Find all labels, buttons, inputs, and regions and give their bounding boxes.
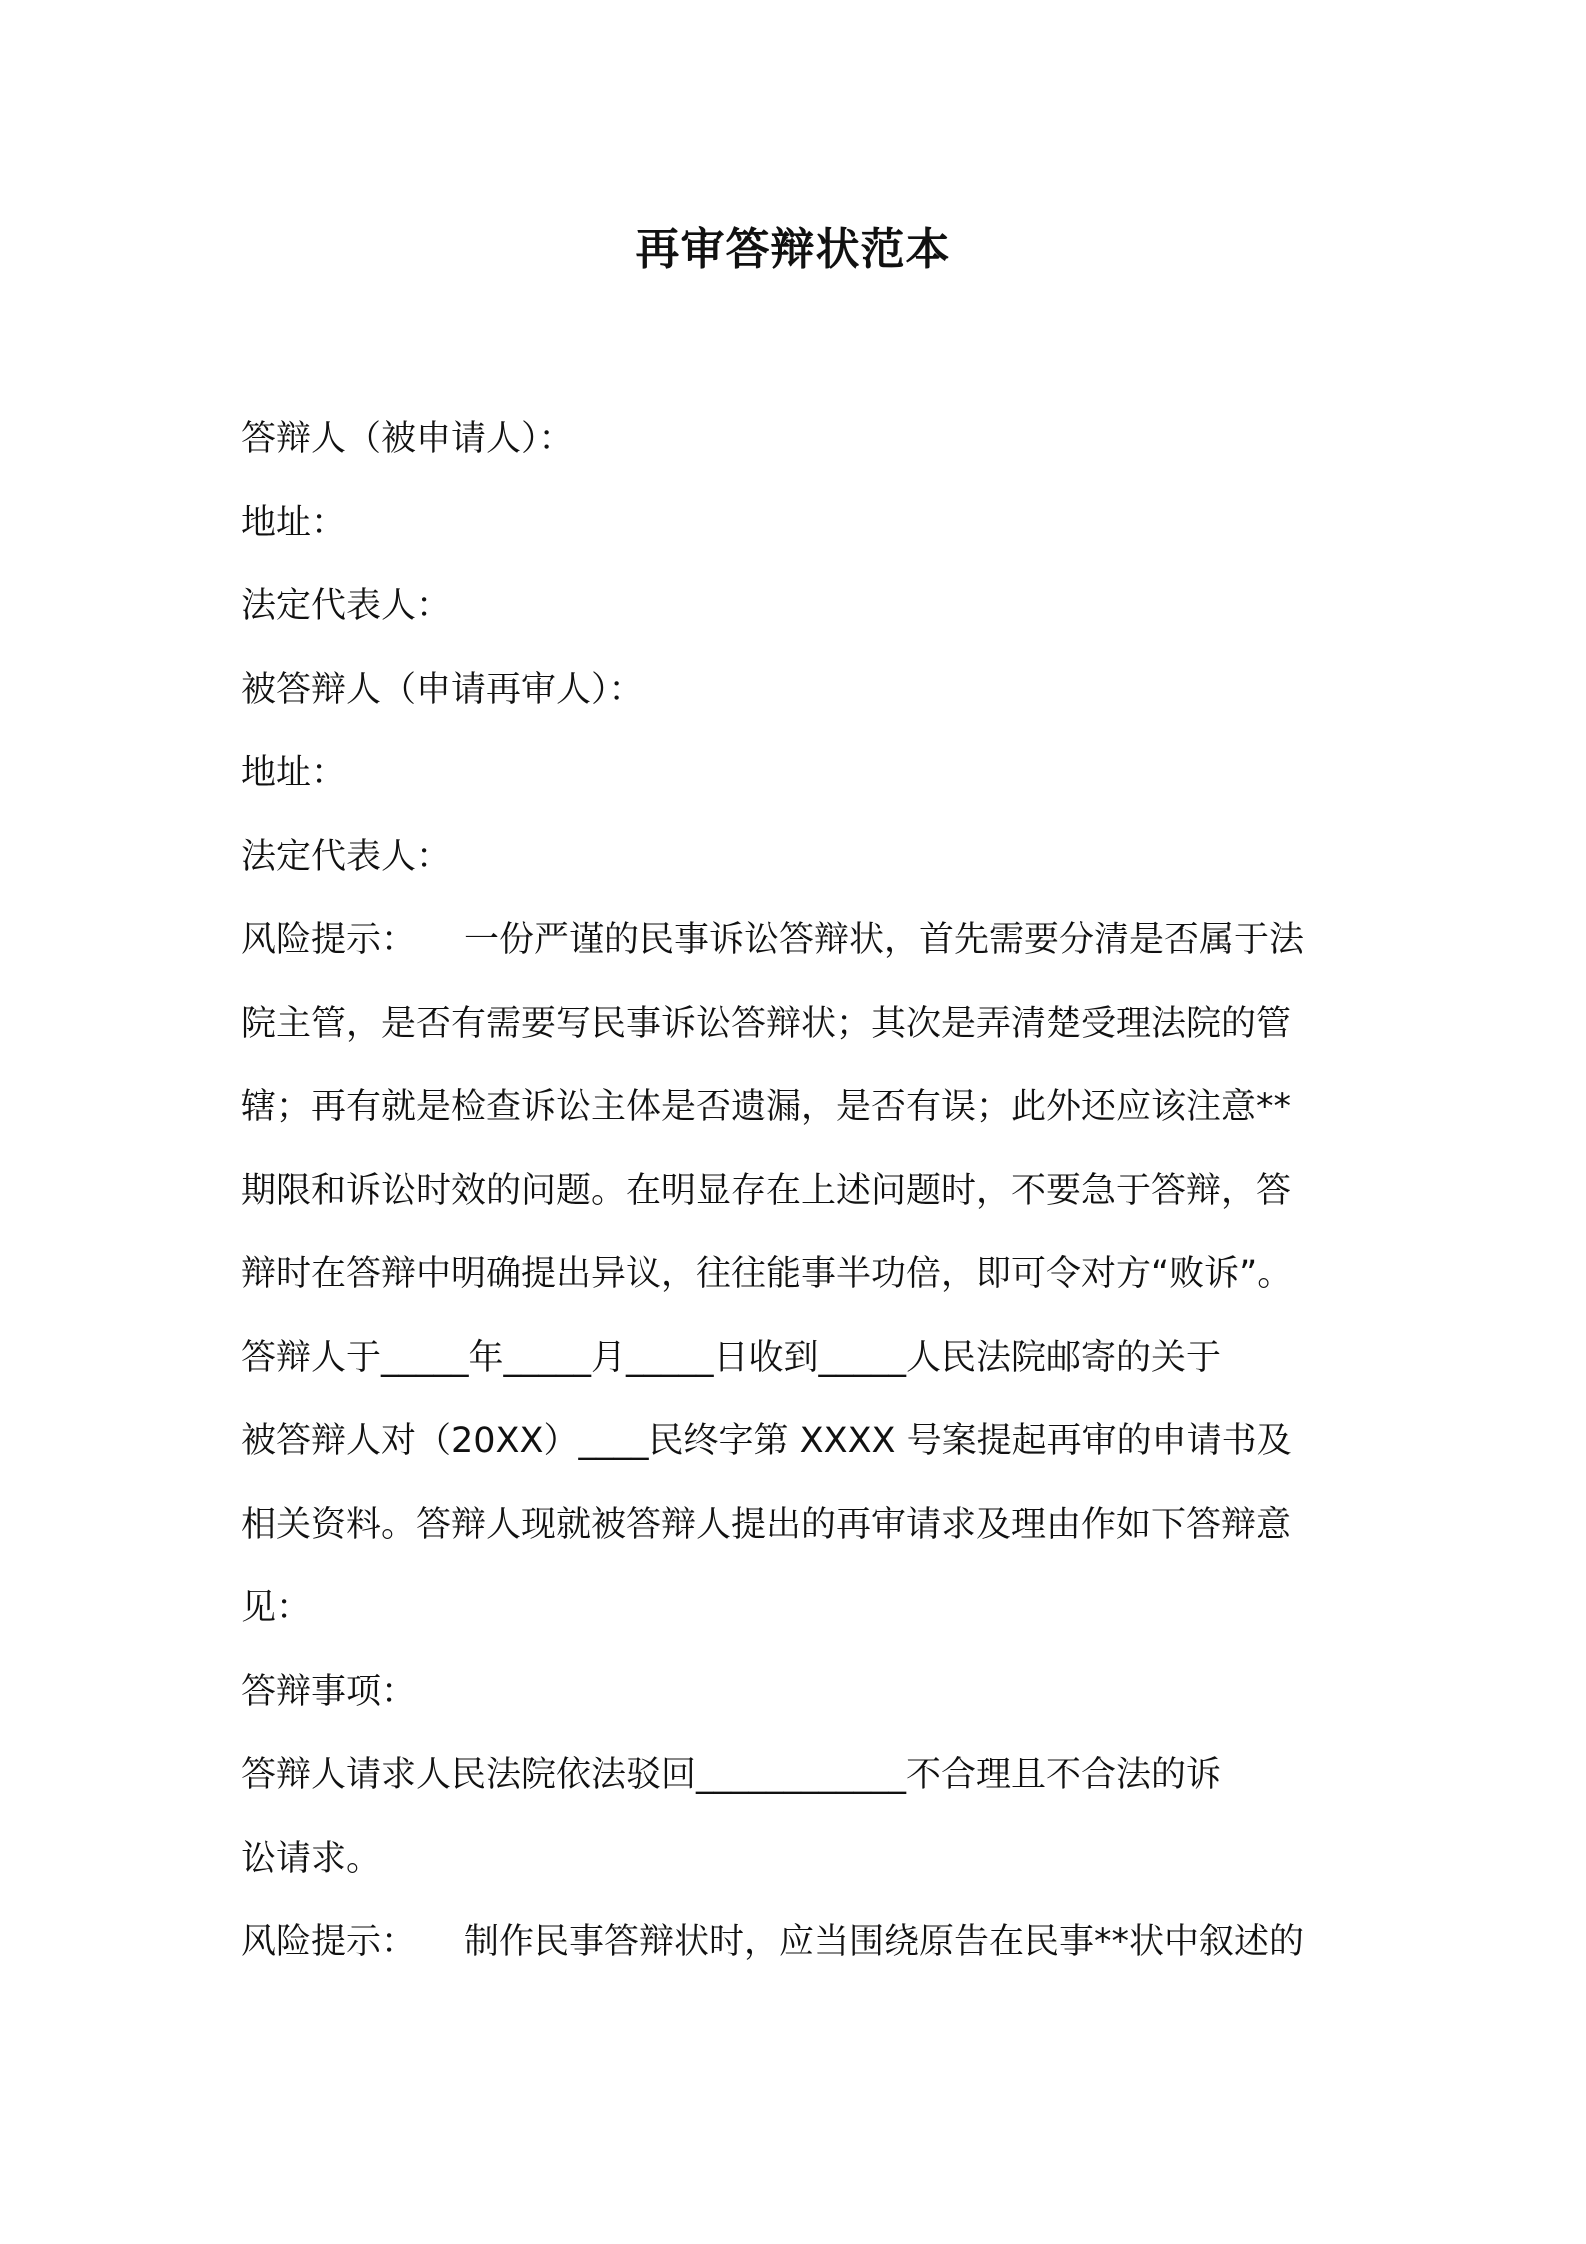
receipt-line: 相关资料。答辩人现就被答辩人提出的再审请求及理由作如下答辩意 [241,1504,1292,1545]
risk-tip-1-text: 一份严谨的民事诉讼答辩状，首先需要分清是否属于法 [464,920,1305,960]
receipt-line: 见： [241,1588,312,1628]
respondent-line: 答辩人（被申请人）： [241,419,574,459]
risk-tip-1-label: 风险提示： [241,920,417,960]
request-line: 讼请求。 [241,1838,382,1879]
risk-tip-2-label: 风险提示： [241,1922,417,1962]
document-title: 再审答辩状范本 [635,224,951,275]
request-line: 答辩人请求人民法院依法驳回____________不合理且不合法的诉 [241,1755,1222,1795]
risk-tip-2-text: 制作民事答辩状时，应当围绕原告在民事**状中叙述的 [464,1922,1305,1962]
receipt-line: 被答辩人对（20XX）____民终字第 XXXX 号案提起再审的申请书及 [241,1421,1292,1461]
risk-tip-2-first-line [241,1901,1361,1985]
receipt-line: 答辩人于_____年_____月_____日收到_____人民法院邮寄的关于 [241,1337,1222,1378]
risk-tip-1-line: 院主管，是否有需要写民事诉讼答辩状；其次是弄清楚受理法院的管 [241,1003,1292,1044]
respondent-address-line: 地址： [241,502,347,543]
document-body [241,398,1361,1985]
applicant-line: 被答辩人（申请再审人）： [241,669,644,710]
matters-heading: 答辩事项： [241,1671,417,1712]
risk-tip-1-first-line [241,899,1361,983]
risk-tip-1-line: 辖；再有就是检查诉讼主体是否遗漏，是否有误；此外还应该注意** [241,1087,1292,1127]
risk-tip-1-line: 辩时在答辩中明确提出异议，往往能事半功倍，即可令对方“败诉”。 [241,1254,1293,1294]
respondent-representative-line: 法定代表人： [241,586,452,626]
applicant-representative-line: 法定代表人： [241,836,452,877]
applicant-address-line: 地址： [241,753,347,793]
risk-tip-1-line: 期限和诉讼时效的问题。在明显存在上述问题时，不要急于答辩，答 [241,1170,1292,1211]
